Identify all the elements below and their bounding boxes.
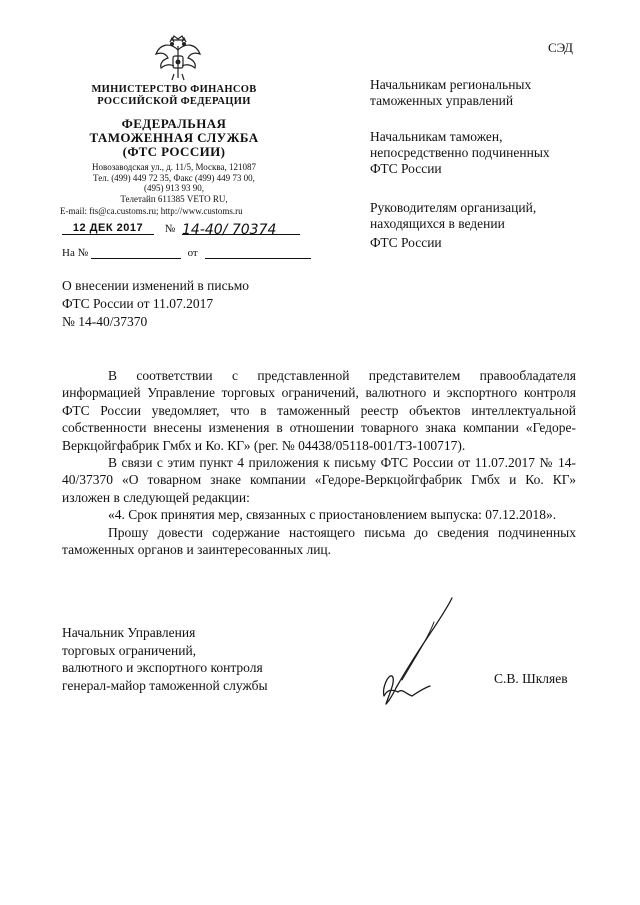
addressee-block — [370, 200, 610, 251]
signatory-name: С.В. Шкляев — [494, 671, 568, 686]
subject-line: ФТС России от 11.07.2017 — [62, 296, 214, 311]
reply-reference-line — [62, 246, 311, 259]
service-line: ТАМОЖЕННАЯ СЛУЖБА — [89, 130, 259, 145]
sed-mark: СЭД — [548, 40, 574, 55]
service-name — [60, 117, 288, 159]
addressee-line: непосредственно подчиненных — [370, 145, 550, 160]
number-field — [182, 222, 300, 238]
email-line: E-mail: fts@ca.customs.ru; http://www.customs.ru — [60, 206, 243, 216]
body-paragraph: «4. Срок принятия мер, связанных с приостановлением выпуска: 07.12.2018». — [108, 507, 557, 523]
signatory-title-line: Начальник Управления — [62, 625, 196, 640]
addressee-line: ФТС России — [370, 161, 442, 176]
addressee-line: Начальникам таможен, — [370, 129, 503, 144]
outgoing-number: 14-40/ 70374 — [182, 222, 277, 238]
letter-subject — [62, 277, 312, 331]
date-stamp: 12 ДЕК 2017 — [72, 222, 144, 234]
subject-line: О внесении изменений в письмо — [62, 278, 250, 293]
date-field — [62, 222, 154, 235]
from-label: от — [187, 247, 198, 259]
addressee-line: Руководителям организаций, — [370, 200, 537, 215]
ministry-line: РОССИЙСКОЙ ФЕДЕРАЦИИ — [97, 96, 251, 107]
addressee-line: находящихся в ведении — [370, 216, 505, 231]
ministry-line: МИНИСТЕРСТВО ФИНАНСОВ — [91, 84, 257, 95]
letter-body — [62, 367, 576, 558]
contact-line: (495) 913 93 90, — [144, 183, 204, 193]
contact-block — [60, 162, 288, 204]
reply-number-field — [91, 246, 181, 259]
number-label: № — [164, 223, 176, 235]
addressee-line: таможенных управлений — [370, 93, 514, 108]
coat-of-arms-emblem — [152, 32, 204, 84]
service-line: (ФТС РОССИИ) — [122, 144, 226, 159]
body-paragraph: В связи с этим пункт 4 приложения к письму ФТС России от 11.07.2017 № 14-40/37370 «О товарном знаке компании «Гедоре-Веркцойгфабрик Гмбх и Ко. КГ» изложен в следующей редакции: — [62, 455, 576, 505]
contact-line: Новозаводская ул., д. 11/5, Москва, 121087 — [92, 162, 256, 172]
service-line: ФЕДЕРАЛЬНАЯ — [121, 116, 227, 131]
contact-line: Телетайп 611385 VETO RU, — [120, 193, 228, 204]
addressee-block — [370, 77, 610, 109]
addressee-line: Начальникам региональных — [370, 77, 532, 92]
reply-date-field — [205, 246, 311, 259]
ministry-name — [60, 84, 288, 108]
registration-line — [62, 222, 300, 238]
addressee-line: ФТС России — [370, 235, 442, 250]
body-paragraph: Прошу довести содержание настоящего письма до сведения подчиненных таможенных органов и заинтересованных лиц. — [62, 524, 576, 558]
body-paragraph: В соответствии с представленной представителем правообладателя информацией Управление торговых ограничений, валютного и экспортного контроля ФТС России уведомляет, что в таможенный реестр объектов интеллектуальной собственности внесены изменения в отношении товарного знака компании «Гедоре-Веркцойгфабрик Гмбх и Ко. КГ» (рег. № 04438/05118-001/ТЗ-100717). — [62, 368, 576, 453]
handwritten-signature — [362, 592, 480, 712]
addressee-block — [370, 129, 610, 177]
contact-line: Тел. (499) 449 72 35, Факс (499) 449 73 00, — [93, 172, 255, 183]
signatory-title-line: генерал-майор таможенной службы — [62, 677, 268, 693]
signatory-title-line: валютного и экспортного контроля — [62, 660, 263, 675]
signatory-title — [62, 624, 322, 694]
in-reply-label: На № — [62, 247, 89, 259]
signatory-title-line: торговых ограничений, — [62, 642, 197, 658]
subject-line: № 14-40/37370 — [62, 314, 148, 329]
